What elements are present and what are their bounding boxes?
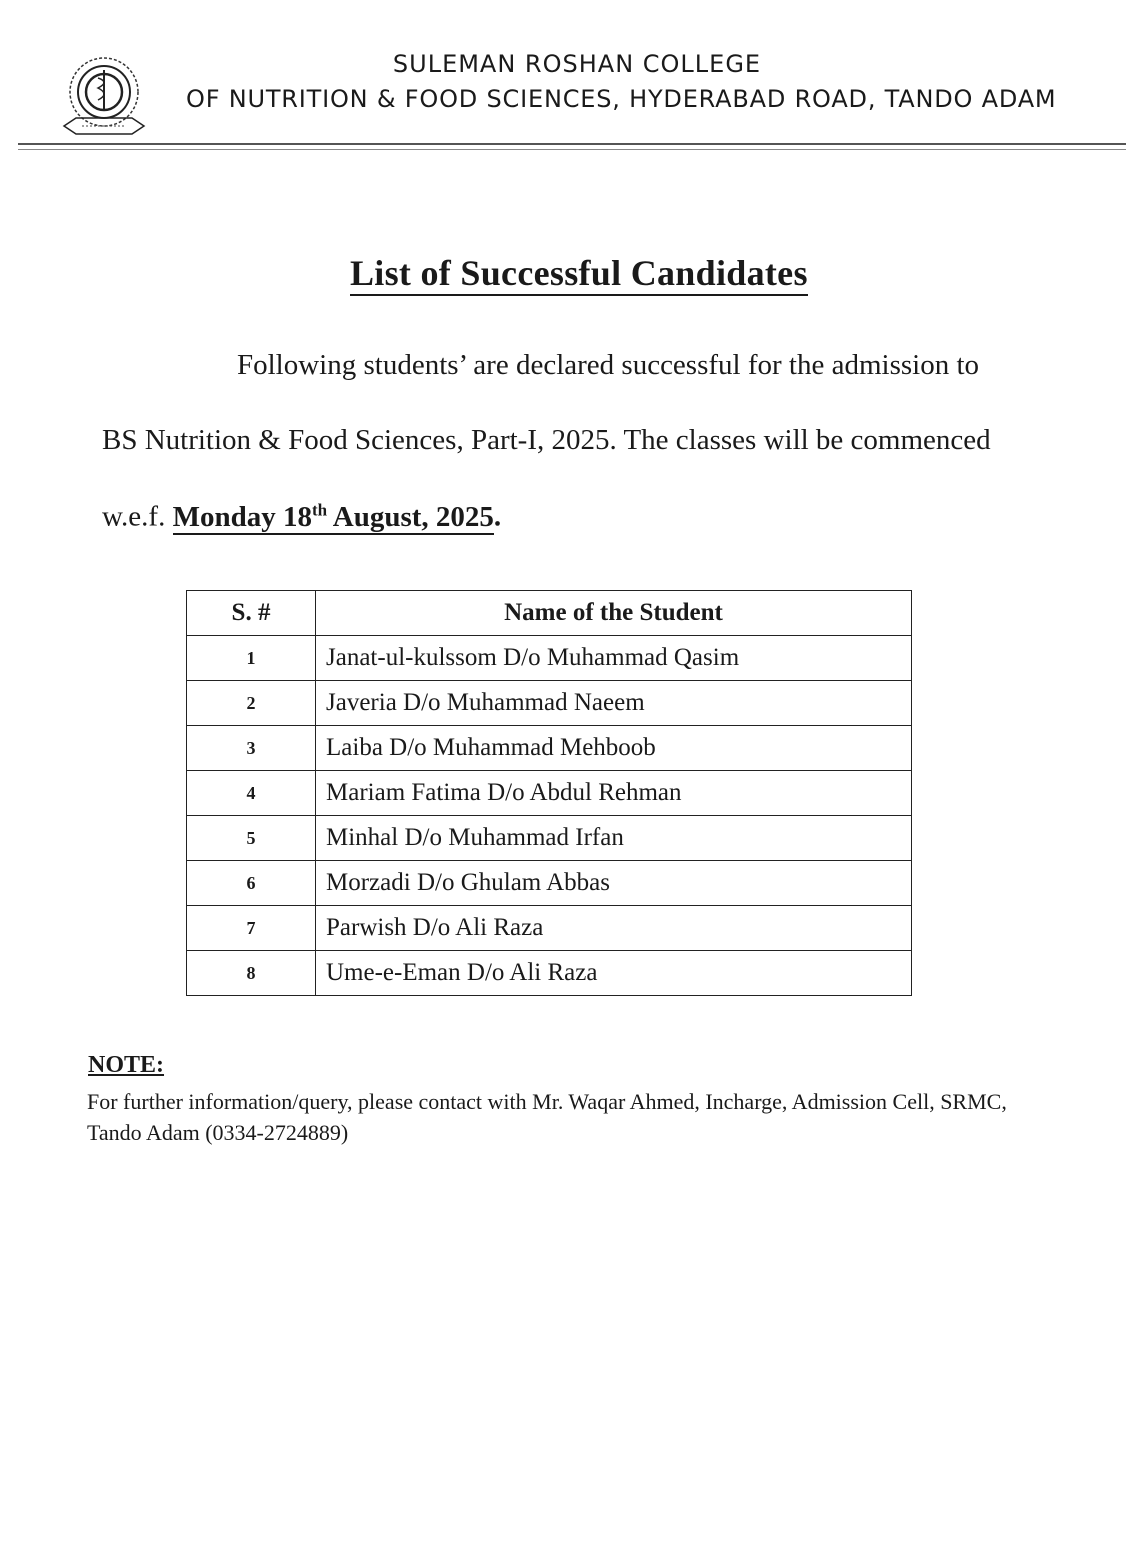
serial-cell: 6 bbox=[187, 861, 316, 906]
serial-cell: 1 bbox=[187, 636, 316, 681]
table-row bbox=[187, 906, 912, 951]
date-month-year: August, 2025 bbox=[327, 500, 494, 533]
student-name-cell: Minhal D/o Muhammad Irfan bbox=[316, 816, 912, 861]
table-row bbox=[187, 726, 912, 771]
college-name-line2: OF NUTRITION & FOOD SCIENCES, HYDERABAD ROAD, TANDO ADAM bbox=[186, 85, 1057, 113]
student-name-cell: Morzadi D/o Ghulam Abbas bbox=[316, 861, 912, 906]
column-header-serial: S. # bbox=[187, 591, 316, 636]
serial-cell: 4 bbox=[187, 771, 316, 816]
header-divider bbox=[18, 143, 1126, 145]
student-name-cell: Janat-ul-kulssom D/o Muhammad Qasim bbox=[316, 636, 912, 681]
date-ordinal: th bbox=[311, 500, 328, 519]
note-heading: NOTE: bbox=[88, 1052, 165, 1078]
wef-label: w.e.f. bbox=[102, 500, 166, 533]
student-name-cell: Parwish D/o Ali Raza bbox=[316, 906, 912, 951]
column-header-name: Name of the Student bbox=[316, 591, 912, 636]
intro-line-1: Following students’ are declared successful for the admission to bbox=[237, 349, 980, 381]
header-divider-thin bbox=[18, 149, 1126, 150]
table-row bbox=[187, 816, 912, 861]
student-name-cell: Ume-e-Eman D/o Ali Raza bbox=[316, 951, 912, 996]
table-row bbox=[187, 951, 912, 996]
serial-cell: 5 bbox=[187, 816, 316, 861]
table-row bbox=[187, 861, 912, 906]
date-day: Monday 18 bbox=[172, 500, 312, 533]
college-name-line1: SULEMAN ROSHAN COLLEGE bbox=[392, 50, 762, 78]
table-row bbox=[187, 771, 912, 816]
student-name-cell: Mariam Fatima D/o Abdul Rehman bbox=[316, 771, 912, 816]
table-row bbox=[187, 636, 912, 681]
serial-cell: 8 bbox=[187, 951, 316, 996]
candidates-table bbox=[186, 590, 912, 996]
intro-line-2: BS Nutrition & Food Sciences, Part-I, 2025. The classes will be commenced bbox=[102, 424, 991, 456]
table-row bbox=[187, 681, 912, 726]
serial-cell: 3 bbox=[187, 726, 316, 771]
student-name-cell: Javeria D/o Muhammad Naeem bbox=[316, 681, 912, 726]
date-period: . bbox=[493, 500, 502, 533]
commencement-date bbox=[173, 501, 494, 535]
student-name-cell: Laiba D/o Muhammad Mehboob bbox=[316, 726, 912, 771]
page-title: List of Successful Candidates bbox=[350, 252, 808, 296]
serial-cell: 7 bbox=[187, 906, 316, 951]
intro-line-3 bbox=[102, 500, 501, 534]
table-header-row bbox=[187, 591, 912, 636]
serial-cell: 2 bbox=[187, 681, 316, 726]
note-text: For further information/query, please contact with Mr. Waqar Ahmed, Incharge, Admission Cell, SRMC, Tando Adam (0334-2724889) bbox=[87, 1089, 1007, 1145]
